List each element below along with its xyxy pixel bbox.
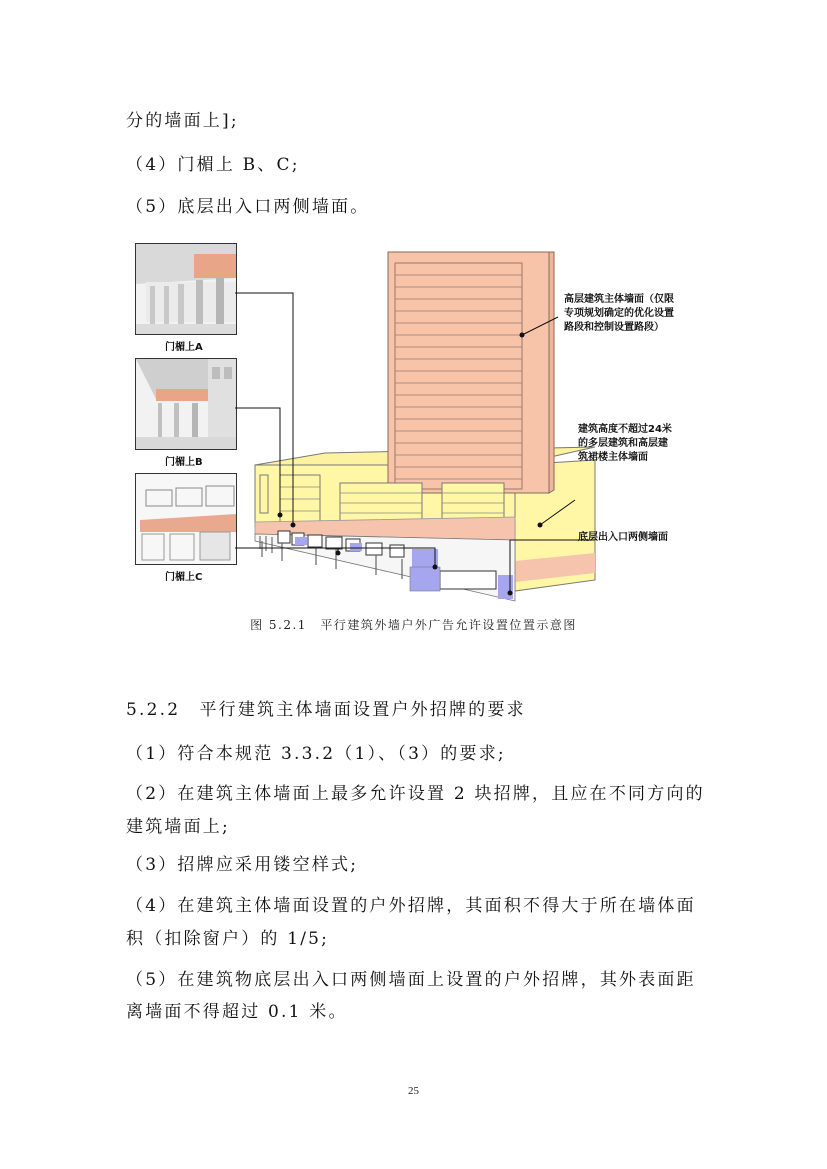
building-illustration xyxy=(120,235,720,605)
thumbnail-a-label: 门楣上A xyxy=(165,342,203,353)
text-line: （1）符合本规范 3.3.2（1）、（3）的要求; xyxy=(126,744,506,764)
text-line: （3）招牌应采用镂空样式; xyxy=(126,855,359,875)
text-line: （5）底层出入口两侧墙面。 xyxy=(126,197,370,217)
figure-caption: 图 5.2.1 平行建筑外墙户外广告允许设置位置示意图 xyxy=(250,618,577,632)
callout-ground-entrance: 底层出入口两侧墙面 xyxy=(578,532,668,543)
text-line: （4）门楣上 B、C; xyxy=(126,155,300,175)
text-line: 建筑墙面上; xyxy=(126,817,230,837)
callout-podium: 建筑高度不超过24米 的多层建筑和高层建 筑裙楼主体墙面 xyxy=(578,424,672,463)
page-number: 25 xyxy=(408,1085,419,1097)
thumbnail-b-label: 门楣上B xyxy=(165,457,203,468)
thumbnail-c-label: 门楣上C xyxy=(165,572,203,583)
section-heading: 5.2.2 平行建筑主体墙面设置户外招牌的要求 xyxy=(126,700,526,720)
text-line: （5）在建筑物底层出入口两侧墙面上设置的户外招牌，其外表面距 xyxy=(126,970,696,990)
text-line: （4）在建筑主体墙面设置的户外招牌，其面积不得大于所在墙体面 xyxy=(126,896,696,916)
building-diagram xyxy=(120,235,720,605)
callout-highrise: 高层建筑主体墙面（仅限 专项规划确定的优化设置 路段和控制设置路段） xyxy=(564,294,674,333)
text-line: 分的墙面上]; xyxy=(126,111,239,131)
text-line: 积（扣除窗户）的 1/5; xyxy=(126,929,330,949)
text-line: （2）在建筑主体墙面上最多允许设置 2 块招牌，且应在不同方向的 xyxy=(126,784,705,804)
text-line: 离墙面不得超过 0.1 米。 xyxy=(126,1002,348,1022)
